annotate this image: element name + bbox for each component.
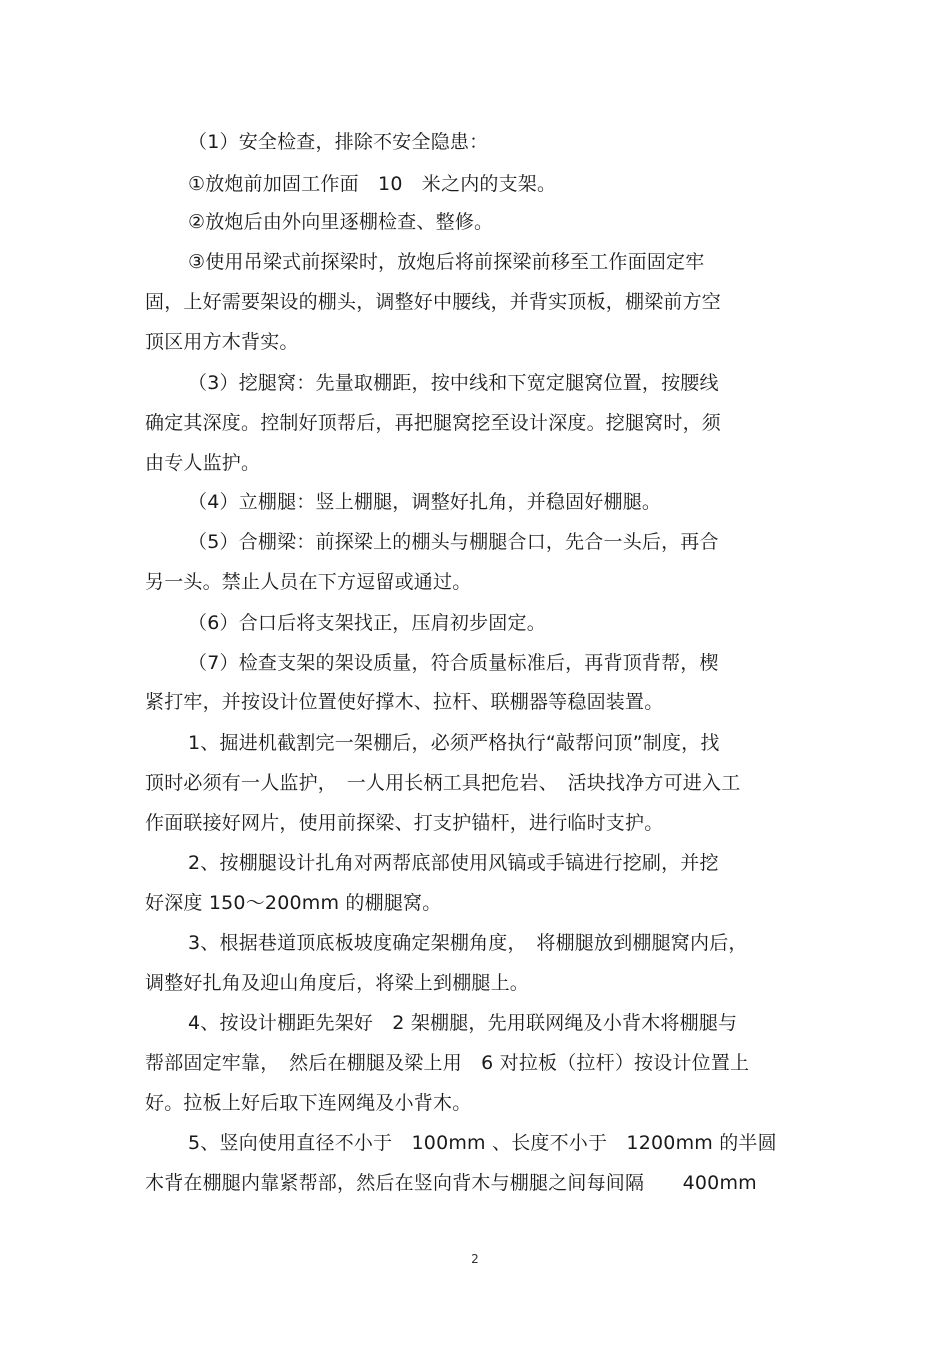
text-line: 紧打牢，并按设计位置使好撑木、拉杆、联棚器等稳固装置。 (145, 691, 664, 713)
text-line: 4、按设计棚距先架好 2 架棚腿，先用联网绳及小背木将棚腿与 (188, 1012, 738, 1034)
text-line: 作面联接好网片，使用前探梁、打支护锚杆，进行临时支护。 (145, 812, 664, 834)
text-line: ②放炮后由外向里逐棚检查、整修。 (188, 211, 494, 233)
text-line: （3）挖腿窝：先量取棚距，按中线和下宽定腿窝位置，按腰线 (188, 372, 719, 394)
text-line: ③使用吊梁式前探梁时，放炮后将前探梁前移至工作面固定牢 (188, 251, 705, 273)
text-line: 好。拉板上好后取下连网绳及小背木。 (145, 1092, 472, 1114)
page-number: 2 (471, 1252, 479, 1266)
text-line: 由专人监护。 (145, 452, 261, 474)
text-line: （1）安全检查，排除不安全隐患： (188, 131, 489, 153)
text-line: 顶时必须有一人监护， 一人用长柄工具把危岩、 活块找净方可进入工 (145, 772, 741, 794)
text-line: ①放炮前加固工作面 10 米之内的支架。 (188, 173, 557, 195)
text-line: 顶区用方木背实。 (145, 331, 299, 353)
text-line: （7）检查支架的架设质量，符合质量标准后，再背顶背帮，楔 (188, 652, 719, 674)
text-line: 3、根据巷道顶底板坡度确定架棚角度， 将棚腿放到棚腿窝内后， (188, 932, 748, 954)
text-line: 帮部固定牢靠， 然后在棚腿及梁上用 6 对拉板（拉杆）按设计位置上 (145, 1052, 750, 1074)
text-line: 1、掘进机截割完一架棚后，必须严格执行“敲帮问顶”制度，找 (188, 732, 720, 754)
text-line: 好深度 150～200mm 的棚腿窝。 (145, 892, 442, 914)
text-line: （5）合棚梁：前探梁上的棚头与棚腿合口，先合一头后，再合 (188, 531, 719, 553)
text-line: 木背在棚腿内靠紧帮部，然后在竖向背木与棚腿之间每间隔 400mm (145, 1172, 757, 1194)
text-line: 5、竖向使用直径不小于 100mm 、长度不小于 1200mm 的半圆 (188, 1132, 777, 1154)
text-line: （6）合口后将支架找正，压肩初步固定。 (188, 612, 546, 634)
text-line: 另一头。禁止人员在下方逗留或通过。 (145, 571, 472, 593)
text-line: 确定其深度。控制好顶帮后，再把腿窝挖至设计深度。挖腿窝时，须 (145, 412, 722, 434)
text-line: 2、按棚腿设计扎角对两帮底部使用风镐或手镐进行挖刷，并挖 (188, 852, 719, 874)
text-line: （4）立棚腿：竖上棚腿，调整好扎角，并稳固好棚腿。 (188, 491, 662, 513)
text-line: 调整好扎角及迎山角度后，将梁上到棚腿上。 (145, 972, 530, 994)
text-line: 固，上好需要架设的棚头，调整好中腰线，并背实顶板，棚梁前方空 (145, 291, 722, 313)
